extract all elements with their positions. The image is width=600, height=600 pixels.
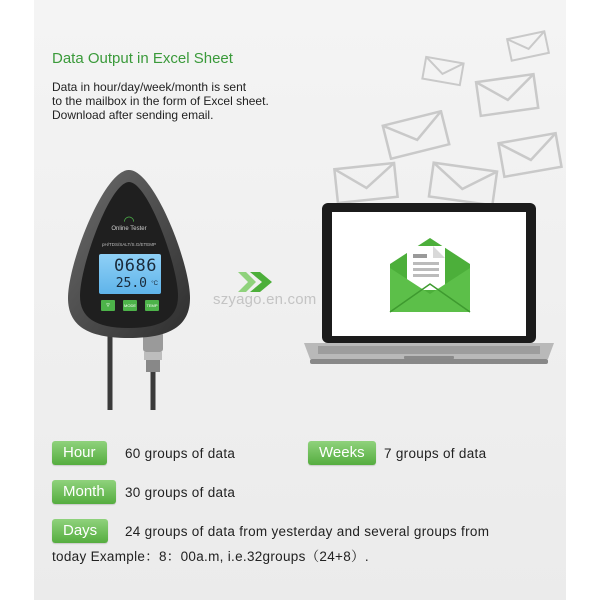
envelope-icon bbox=[420, 55, 466, 87]
email-icon bbox=[385, 238, 475, 314]
days-badge: Days bbox=[52, 519, 108, 543]
month-text: 30 groups of data bbox=[125, 485, 236, 500]
days-text-line1: 24 groups of data from yesterday and several groups from bbox=[125, 524, 490, 539]
temp-button-label: TEMP bbox=[146, 303, 158, 308]
temp-button[interactable] bbox=[145, 300, 159, 311]
month-badge: Month bbox=[52, 480, 116, 504]
description bbox=[52, 80, 352, 122]
model-label: pH/TDS/SALT/S.G/ETEMP bbox=[102, 242, 156, 247]
weeks-badge: Weeks bbox=[308, 441, 376, 465]
mode-button[interactable] bbox=[123, 300, 137, 311]
hour-badge: Hour bbox=[52, 441, 107, 465]
lcd-screen bbox=[99, 254, 161, 294]
wifi-button[interactable]: ▿ bbox=[101, 300, 115, 311]
description-line: Download after sending email. bbox=[52, 108, 214, 122]
days-text-line2: today Example：8：00a.m, i.e.32groups（24+8）. bbox=[52, 549, 369, 564]
envelope-icon bbox=[330, 160, 402, 206]
reading-main: 0686 bbox=[114, 256, 157, 276]
envelope-icon bbox=[425, 160, 501, 208]
reading-temp: 25.0 bbox=[115, 276, 147, 291]
section-title: Data Output in Excel Sheet bbox=[52, 50, 233, 67]
temp-unit: °C bbox=[151, 281, 158, 287]
weeks-text: 7 groups of data bbox=[384, 446, 487, 461]
mode-button-label: MODE bbox=[124, 303, 136, 308]
description-line: to the mailbox in the form of Excel sheet. bbox=[52, 94, 269, 108]
description-line: Data in hour/day/week/month is sent bbox=[52, 80, 247, 94]
envelope-icon bbox=[505, 30, 551, 62]
wifi-icon: ◠ bbox=[123, 213, 135, 228]
brand-label: Online Tester bbox=[111, 226, 147, 232]
envelope-icon bbox=[380, 110, 452, 160]
envelope-icon bbox=[472, 70, 542, 118]
watermark: szyago.en.com bbox=[213, 291, 317, 308]
hour-text: 60 groups of data bbox=[125, 446, 236, 461]
envelope-icon bbox=[495, 130, 565, 180]
